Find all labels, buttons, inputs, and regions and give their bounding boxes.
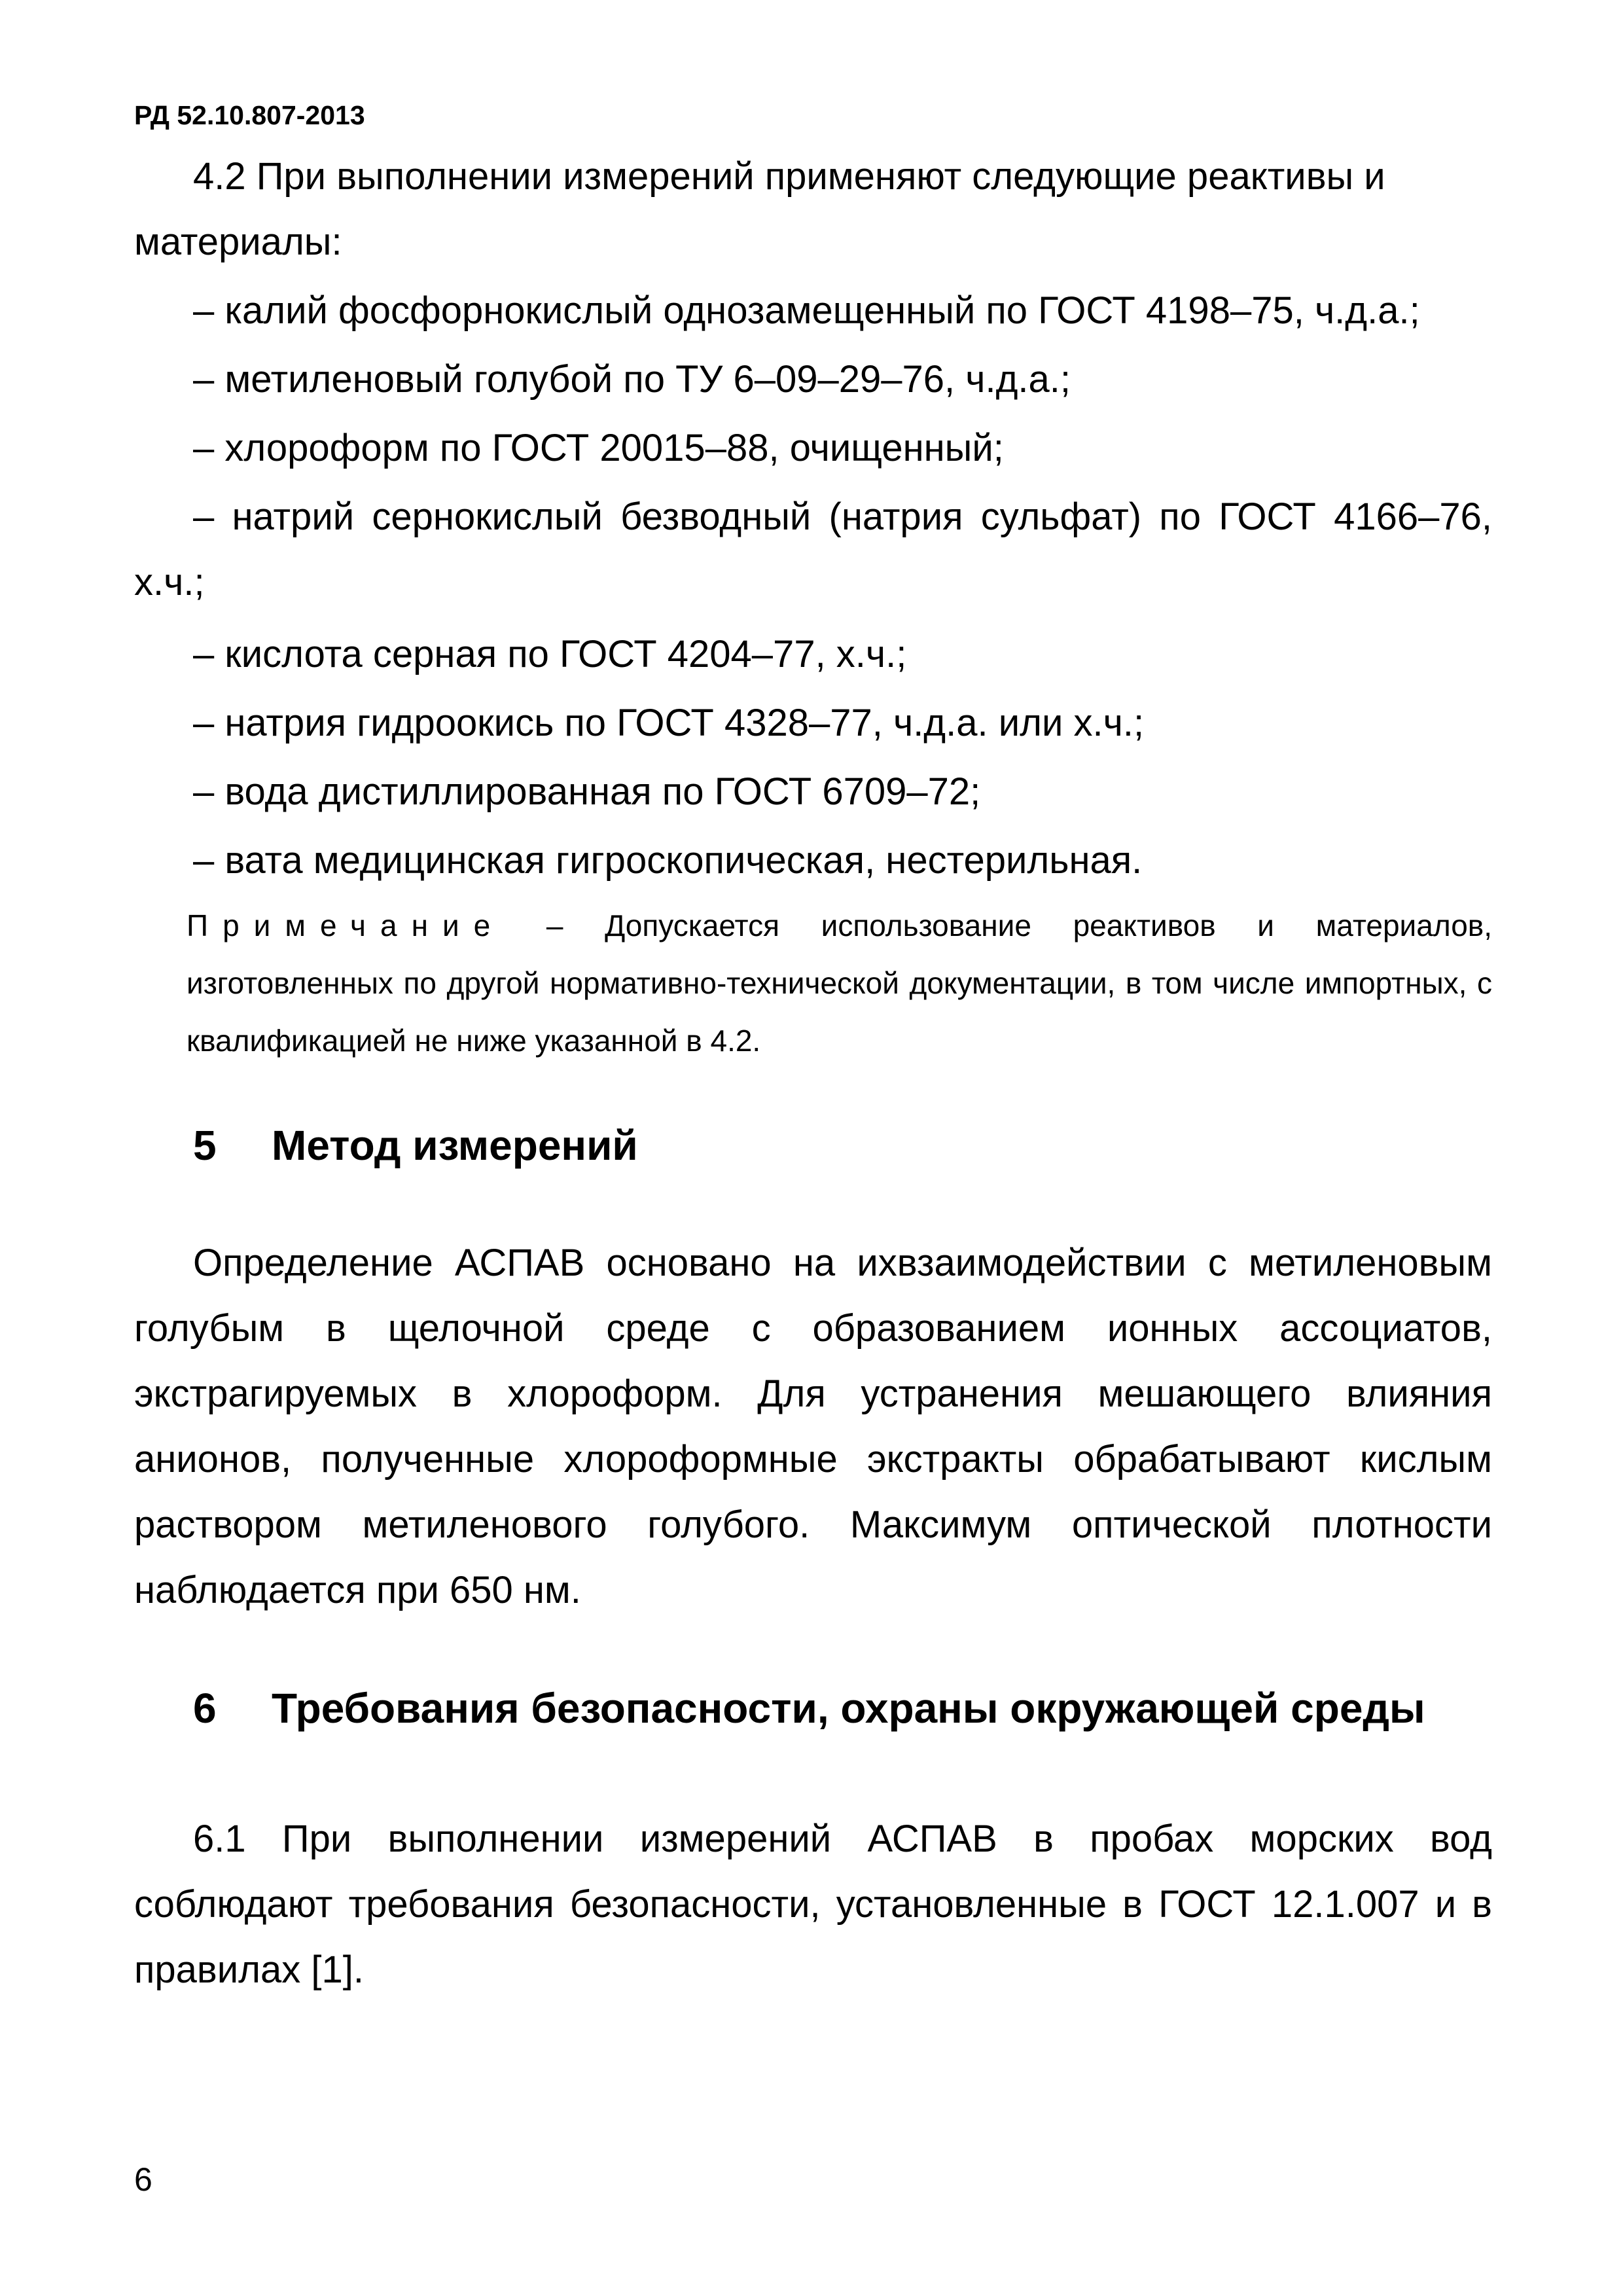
list-item: – калий фосфорнокислый однозамещенный по ГОСТ 4198–75, ч.д.а.;	[193, 289, 1420, 332]
list-item: – кислота серная по ГОСТ 4204–77, х.ч.;	[193, 633, 907, 675]
list-item: – вода дистиллированная по ГОСТ 6709–72;	[193, 770, 981, 813]
note-label: Примечание	[187, 908, 505, 942]
note-text: – Допускается использование реактивов и материалов, изготовленных по другой нормативно-технической документации, в том числе импортных, с квалификацией не ниже указанной в 4.2.	[187, 908, 1492, 1058]
section-5-text: Определение АСПАВ основано на ихвзаимодействии с метиленовым голубым в щелочной среде с образованием ионных ассоциатов, экстрагируемых в хлороформ. Для устранения мешающего влияния анионов, полученные хлороформные экстракты обрабатывают кислым раствором метиленового голубого. Максимум оптической плотности наблюдается при 650 нм.	[134, 1242, 1492, 1611]
document-code: РД 52.10.807-2013	[134, 100, 365, 130]
list-item: – натрия гидроокись по ГОСТ 4328–77, ч.д.а. или х.ч.;	[193, 702, 1145, 744]
note	[187, 897, 1492, 1069]
section-6-heading	[193, 1679, 1425, 1738]
list-item: – метиленовый голубой по ТУ 6–09–29–76, ч.д.а.;	[193, 358, 1071, 401]
clause-4-2-line2: материалы:	[134, 221, 342, 263]
clause-4-2-line1: 4.2 При выполнении измерений применяют следующие реактивы и	[193, 155, 1385, 198]
list-item: – вата медицинская гигроскопическая, нестерильная.	[193, 839, 1143, 882]
clause-6-1: 6.1 При выполнении измерений АСПАВ в пробах морских вод соблюдают требования безопасности, установленные в ГОСТ 12.1.007 и в правилах [1].	[134, 1818, 1492, 1991]
list-item: – хлороформ по ГОСТ 20015–88, очищенный;	[193, 427, 1004, 469]
section-title: Метод измерений	[272, 1122, 638, 1169]
section-number: 5	[193, 1122, 217, 1169]
section-number: 6	[193, 1685, 217, 1732]
page-number: 6	[134, 2161, 152, 2198]
list-item: – натрий сернокислый безводный (натрия сульфат) по ГОСТ 4166–76, х.ч.;	[134, 495, 1492, 603]
section-title: Требования безопасности, охраны окружающей среды	[272, 1685, 1425, 1732]
section-5-heading	[193, 1116, 638, 1175]
